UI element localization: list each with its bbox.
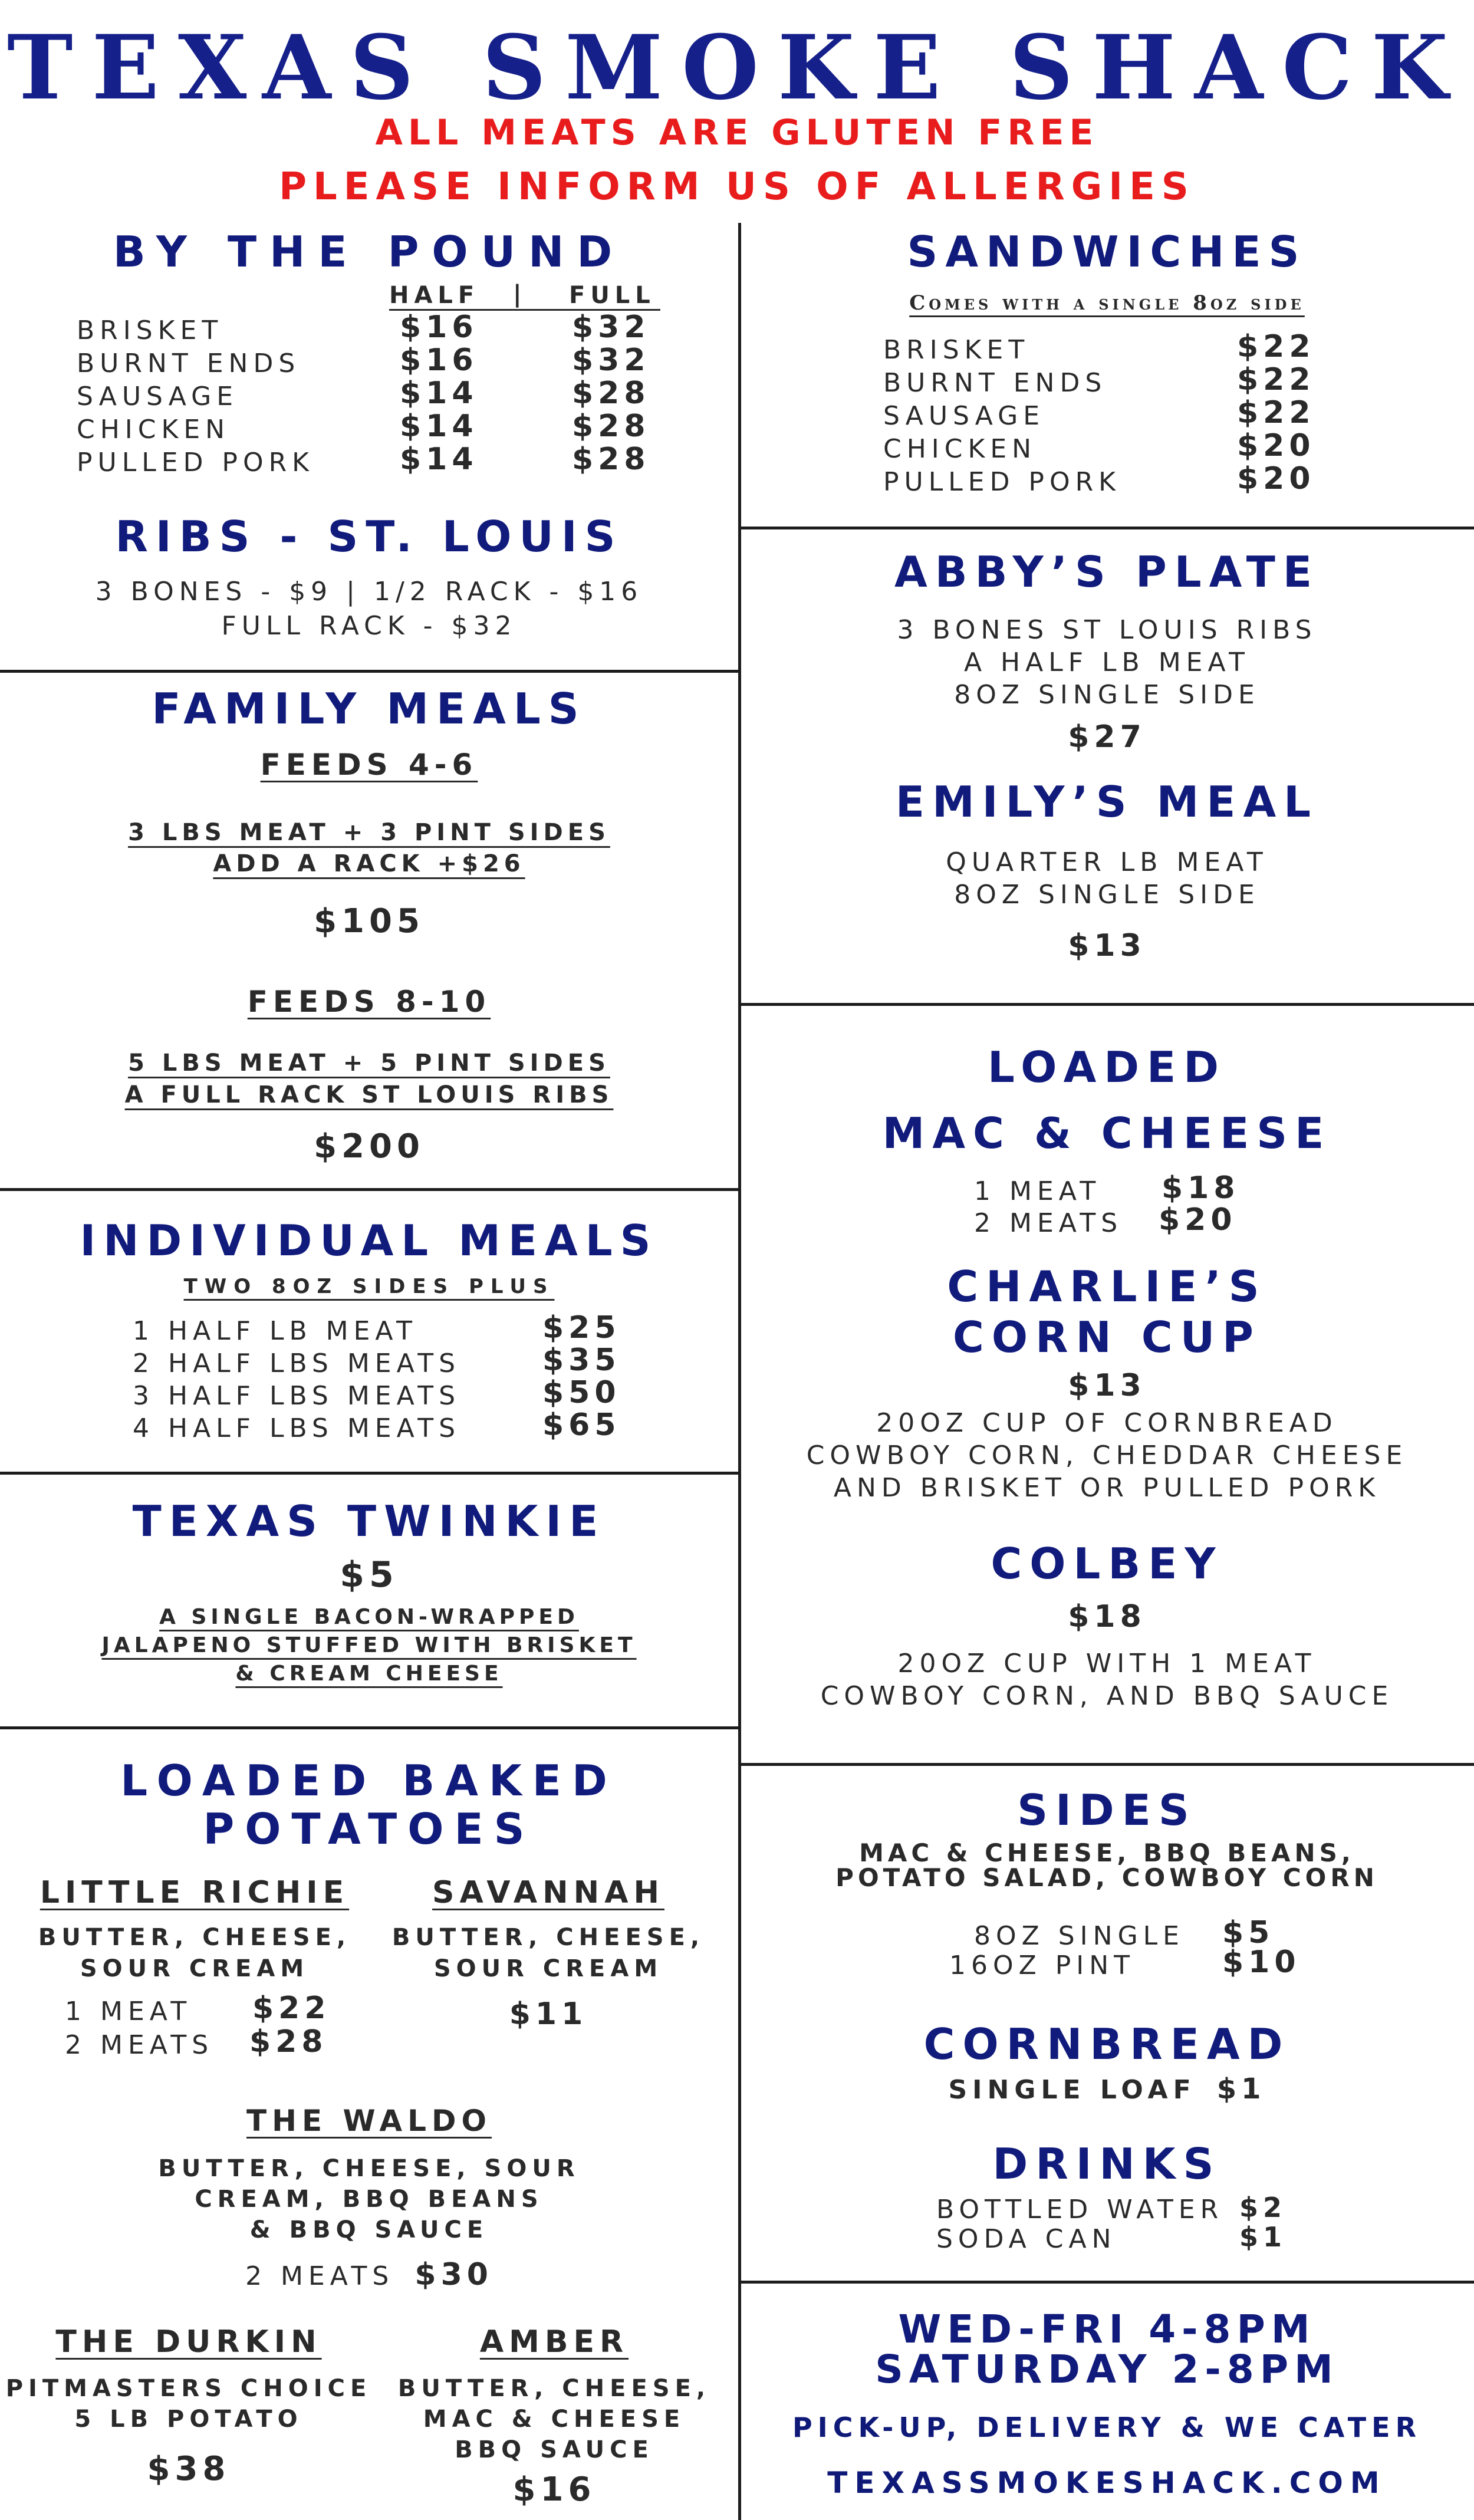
amber-desc-3: BBQ SAUCE xyxy=(455,2436,654,2463)
sandwich-item: PULLED PORK xyxy=(883,467,1121,497)
individual-price: $25 xyxy=(542,1310,621,1345)
savannah-desc-2: SOUR CREAM xyxy=(433,1955,663,1982)
sandwiches-title: SANDWICHES xyxy=(907,227,1307,277)
pound-row xyxy=(77,381,238,412)
individual-price: $35 xyxy=(542,1343,621,1378)
durkin-label: THE DURKIN xyxy=(55,2324,322,2360)
half-column-header xyxy=(389,282,479,309)
family-desc-1b xyxy=(0,850,738,877)
family-meals-title: FAMILY MEALS xyxy=(152,684,587,733)
individual-price: $50 xyxy=(542,1375,621,1410)
waldo-price: $30 xyxy=(414,2257,493,2292)
half-price: $14 xyxy=(400,376,478,411)
full-price: $28 xyxy=(572,376,650,411)
amber-desc-2: MAC & CHEESE xyxy=(423,2406,686,2433)
texas-twinkie-title: TEXAS TWINKIE xyxy=(132,1496,606,1546)
mac-opt-2: 2 MEATS xyxy=(974,1208,1123,1238)
restaurant-title: TEXAS SMOKE SHACK xyxy=(6,16,1468,120)
sides-opt-2: 16OZ PINT xyxy=(949,1950,1136,1981)
individual-subtitle-text: TWO 8OZ SIDES PLUS xyxy=(183,1275,555,1298)
family-desc-2b xyxy=(0,1081,738,1108)
amber-label: AMBER xyxy=(479,2324,629,2360)
divider-sandwiches-abby xyxy=(738,527,1474,529)
pound-row xyxy=(77,414,230,445)
sandwiches-subtitle-text: Comes with a single 8oz side xyxy=(909,291,1305,315)
half-price: $14 xyxy=(400,442,478,477)
half-label: HALF xyxy=(389,282,480,309)
emily-desc-1: QUARTER LB MEAT xyxy=(946,847,1268,877)
savannah-name xyxy=(371,1875,725,1910)
abbys-plate-title: ABBY’S PLATE xyxy=(894,547,1320,597)
full-price: $32 xyxy=(572,310,650,345)
drinks-opt-2: SODA CAN xyxy=(936,2224,1117,2254)
individual-meals-title: INDIVIDUAL MEALS xyxy=(80,1216,659,1265)
sides-price-2: $10 xyxy=(1222,1945,1301,1980)
little-richie-desc-1: BUTTER, CHEESE, xyxy=(38,1924,351,1951)
little-richie-price-1: $22 xyxy=(252,1991,331,2026)
sandwich-price: $22 xyxy=(1237,395,1315,430)
abby-price: $27 xyxy=(1068,719,1146,755)
website-link[interactable]: TEXASSMOKESHACK.COM xyxy=(827,2466,1387,2500)
colbey-desc-2: COWBOY CORN, AND BBQ SAUCE xyxy=(820,1681,1394,1711)
item-name: BURNT ENDS xyxy=(77,348,301,379)
twinkie-desc-3 xyxy=(0,1662,738,1686)
half-price: $16 xyxy=(400,310,478,345)
item-name: CHICKEN xyxy=(77,414,231,445)
full-price: $28 xyxy=(572,409,650,444)
divider-colbey-sides xyxy=(738,1763,1474,1766)
sides-title: SIDES xyxy=(1017,1785,1197,1835)
little-richie-opt-1: 1 MEAT xyxy=(65,1996,192,2026)
divider-pound-family xyxy=(0,670,740,673)
abby-desc-2: A HALF LB MEAT xyxy=(963,647,1251,677)
corn-cup-title-2: CORN CUP xyxy=(953,1312,1261,1362)
twinkie-desc-2 xyxy=(0,1633,738,1657)
waldo-desc-1: BUTTER, CHEESE, SOUR xyxy=(158,2155,580,2182)
savannah-desc-1: BUTTER, CHEESE, xyxy=(391,1924,705,1951)
cornbread-opt: SINGLE LOAF xyxy=(948,2075,1196,2105)
sandwiches-subtitle xyxy=(740,291,1474,315)
sides-price-1: $5 xyxy=(1222,1915,1275,1950)
sandwich-item: BURNT ENDS xyxy=(883,368,1107,398)
twinkie-desc-text: & CREAM CHEESE xyxy=(235,1662,503,1686)
divider-emily-mac xyxy=(738,1003,1474,1006)
mac-cheese-title-1: LOADED xyxy=(987,1042,1227,1092)
sandwich-item: CHICKEN xyxy=(883,434,1037,464)
family-feeds-4-6 xyxy=(0,748,738,782)
twinkie-desc-text: A SINGLE BACON-WRAPPED xyxy=(159,1605,579,1629)
corn-cup-price: $13 xyxy=(1068,1368,1146,1403)
divider-family-individual xyxy=(0,1188,740,1191)
sandwich-item: BRISKET xyxy=(883,335,1030,365)
little-richie-desc-2: SOUR CREAM xyxy=(80,1955,310,1982)
little-richie-label: LITTLE RICHIE xyxy=(40,1875,350,1910)
half-price: $16 xyxy=(400,343,478,378)
half-price: $14 xyxy=(400,409,478,444)
corn-cup-title-1: CHARLIE’S xyxy=(947,1262,1267,1311)
family-feeds-8-10 xyxy=(0,985,738,1019)
allergy-notice: PLEASE INFORM US OF ALLERGIES xyxy=(279,165,1195,209)
waldo-opt: 2 MEATS xyxy=(245,2261,394,2291)
column-separator: | xyxy=(513,281,522,308)
full-price: $32 xyxy=(572,343,650,378)
individual-item: 2 HALF LBS MEATS xyxy=(133,1348,461,1379)
family-price-1: $105 xyxy=(314,902,425,940)
ribs-title: RIBS - ST. LOUIS xyxy=(115,512,623,561)
corn-cup-desc-2: COWBOY CORN, CHEDDAR CHEESE xyxy=(806,1440,1408,1470)
feeds-8-10-label: FEEDS 8-10 xyxy=(247,985,491,1019)
durkin-desc-1: PITMASTERS CHOICE xyxy=(5,2375,372,2402)
individual-item: 3 HALF LBS MEATS xyxy=(133,1381,461,1411)
sides-list-1: MAC & CHEESE, BBQ BEANS, xyxy=(859,1838,1355,1867)
family-desc-text: 5 LBS MEAT + 5 PINT SIDES xyxy=(128,1050,610,1077)
family-desc-text: A FULL RACK ST LOUIS RIBS xyxy=(124,1081,614,1108)
sandwich-price: $20 xyxy=(1237,461,1315,496)
feeds-4-6-label: FEEDS 4-6 xyxy=(260,748,478,782)
gluten-free-notice: ALL MEATS ARE GLUTEN FREE xyxy=(375,112,1099,153)
service-line: PICK-UP, DELIVERY & WE CATER xyxy=(792,2412,1422,2443)
savannah-price: $11 xyxy=(509,1996,588,2032)
sandwich-price: $20 xyxy=(1237,428,1315,463)
emily-price: $13 xyxy=(1068,928,1146,963)
texas-twinkie-price: $5 xyxy=(340,1554,399,1595)
full-price: $28 xyxy=(572,442,650,477)
individual-price: $65 xyxy=(542,1407,621,1443)
individual-item: 4 HALF LBS MEATS xyxy=(133,1413,461,1443)
colbey-title: COLBEY xyxy=(991,1539,1223,1588)
twinkie-desc-text: JALAPENO STUFFED WITH BRISKET xyxy=(101,1633,637,1657)
sandwich-price: $22 xyxy=(1237,329,1315,364)
drinks-opt-1: BOTTLED WATER xyxy=(936,2195,1224,2225)
waldo-desc-2: CREAM, BBQ BEANS xyxy=(195,2186,544,2213)
little-richie-price-2: $28 xyxy=(249,2024,328,2060)
sandwich-item: SAUSAGE xyxy=(883,401,1045,431)
sides-opt-1: 8OZ SINGLE xyxy=(974,1921,1185,1951)
ribs-line-2: FULL RACK - $32 xyxy=(221,611,517,641)
durkin-price: $38 xyxy=(147,2450,231,2488)
potatoes-title-2: POTATOES xyxy=(203,1804,535,1854)
mac-opt-1: 1 MEAT xyxy=(974,1176,1101,1206)
corn-cup-desc-1: 20OZ CUP OF CORNBREAD xyxy=(876,1408,1338,1438)
savannah-label: SAVANNAH xyxy=(432,1875,664,1910)
family-desc-text: 3 LBS MEAT + 3 PINT SIDES xyxy=(128,819,610,846)
potatoes-title-1: LOADED BAKED xyxy=(120,1756,618,1805)
hours-line-2: SATURDAY 2-8PM xyxy=(875,2347,1339,2392)
full-column-header: FULL xyxy=(569,282,656,309)
cornbread-row xyxy=(740,2072,1474,2106)
emilys-meal-title: EMILY’S MEAL xyxy=(895,777,1319,827)
little-richie-name xyxy=(18,1875,371,1910)
item-name: BRISKET xyxy=(77,315,223,346)
waldo-label: THE WALDO xyxy=(246,2104,492,2138)
cornbread-price: $1 xyxy=(1216,2072,1266,2106)
little-richie-opt-2: 2 MEATS xyxy=(65,2030,214,2060)
mac-price-1: $18 xyxy=(1162,1170,1240,1206)
durkin-desc-2: 5 LB POTATO xyxy=(74,2406,303,2433)
amber-price: $16 xyxy=(512,2470,596,2509)
family-desc-1a xyxy=(0,819,738,846)
individual-subtitle xyxy=(0,1275,738,1298)
individual-item: 1 HALF LB MEAT xyxy=(133,1316,417,1346)
abby-desc-1: 3 BONES ST LOUIS RIBS xyxy=(897,615,1317,645)
item-name: SAUSAGE xyxy=(77,381,239,412)
by-the-pound-title: BY THE POUND xyxy=(113,227,626,277)
cornbread-title: CORNBREAD xyxy=(923,2019,1291,2069)
amber-name xyxy=(377,2324,731,2360)
ribs-line-1: 3 BONES - $9 | 1/2 RACK - $16 xyxy=(95,577,643,607)
hours-line-1: WED-FRI 4-8PM xyxy=(898,2307,1316,2352)
drinks-title: DRINKS xyxy=(992,2139,1222,2189)
mac-cheese-title-2: MAC & CHEESE xyxy=(882,1108,1332,1158)
pound-row xyxy=(77,348,300,379)
pound-row xyxy=(77,315,223,346)
colbey-price: $18 xyxy=(1068,1599,1146,1634)
family-desc-2a xyxy=(0,1050,738,1077)
item-name: PULLED PORK xyxy=(77,448,315,478)
amber-desc-1: BUTTER, CHEESE, xyxy=(397,2375,711,2402)
family-price-2: $200 xyxy=(314,1127,425,1166)
drinks-price-1: $2 xyxy=(1239,2192,1287,2223)
sandwich-price: $22 xyxy=(1237,362,1315,397)
drinks-price-2: $1 xyxy=(1239,2221,1287,2253)
family-desc-text: ADD A RACK +$26 xyxy=(213,850,525,877)
divider-twinkie-potatoes xyxy=(0,1726,740,1729)
mac-price-2: $20 xyxy=(1159,1202,1237,1238)
twinkie-desc-1 xyxy=(0,1605,738,1629)
emily-desc-2: 8OZ SINGLE SIDE xyxy=(954,880,1260,910)
divider-individual-twinkie xyxy=(0,1472,740,1475)
divider-drinks-footer xyxy=(738,2281,1474,2284)
sides-list-2: POTATO SALAD, COWBOY CORN xyxy=(835,1863,1378,1892)
durkin-name xyxy=(0,2324,377,2360)
pound-row xyxy=(77,448,314,478)
corn-cup-desc-3: AND BRISKET OR PULLED PORK xyxy=(833,1473,1381,1503)
colbey-desc-1: 20OZ CUP WITH 1 MEAT xyxy=(897,1649,1317,1679)
waldo-name xyxy=(0,2104,738,2138)
abby-desc-3: 8OZ SINGLE SIDE xyxy=(954,680,1260,710)
waldo-price-row xyxy=(0,2257,738,2292)
waldo-desc-3: & BBQ SAUCE xyxy=(249,2216,489,2243)
